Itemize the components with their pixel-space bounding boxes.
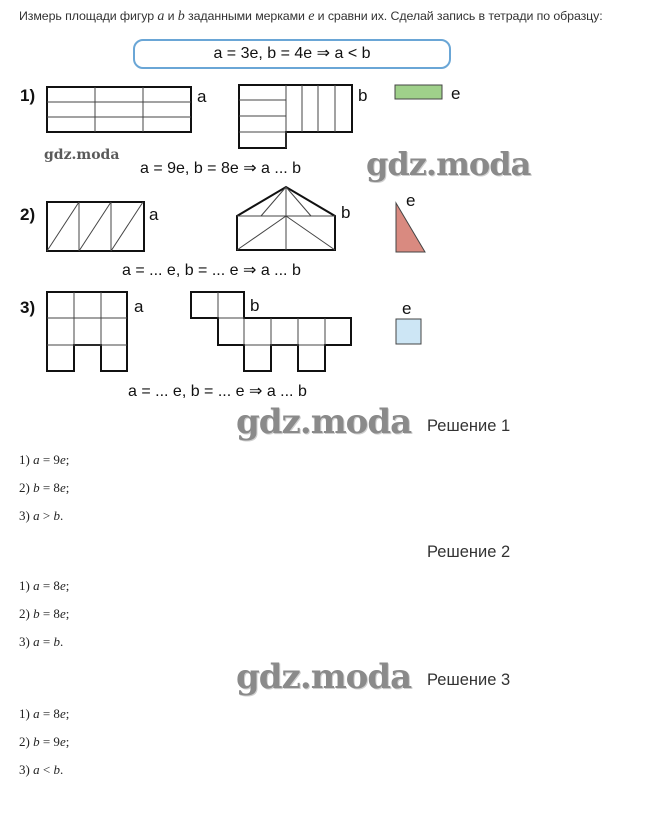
solution-3-line-2: 2) b = 9e; [19, 734, 70, 749]
solution-1-line-2: 2) b = 8e; [19, 480, 70, 495]
solution-1-title: Решение 1 [427, 417, 511, 435]
exercise-3-figure-a [46, 291, 130, 373]
exercise-1-measure-e [394, 84, 444, 100]
exercise-1-figure-b [238, 84, 354, 150]
exercise-2-figure-b [236, 186, 338, 252]
solution-1-line-3: 3) a > b. [19, 508, 64, 523]
watermark: gdz.moda [236, 402, 412, 442]
sample-formula: a = 3e, b = 4e ⇒ a < b [213, 45, 371, 62]
solution-2-title: Решение 2 [427, 543, 511, 561]
exercise-2-number: 2) [20, 205, 36, 224]
task-text: Измерь площади фигур a и b заданными мерками e и сравни их. Сделай запись в тетради по образцу: [19, 9, 603, 24]
watermark: gdz.moda [236, 657, 412, 697]
watermark-small: gdz.moda [44, 147, 120, 163]
solution-2-line-1: 1) a = 8e; [19, 578, 70, 593]
exercise-1-label-a: a [197, 87, 207, 106]
exercise-2-label-b: b [341, 203, 351, 222]
exercise-1-figure-a [46, 86, 192, 134]
exercise-3-figure-b [190, 291, 354, 373]
solution-3-line-1: 1) a = 8e; [19, 706, 70, 721]
exercise-3-label-a: a [134, 297, 144, 316]
solution-2-line-3: 3) a = b. [19, 634, 64, 649]
exercise-1-number: 1) [20, 86, 36, 105]
solution-1-line-1: 1) a = 9e; [19, 452, 70, 467]
solution-3-title: Решение 3 [427, 671, 511, 689]
sample-box [133, 39, 451, 69]
exercise-2-equation: a = ... e, b = ... e ⇒ a ... b [122, 262, 301, 279]
exercise-1-label-b: b [358, 86, 368, 105]
exercise-1-equation: a = 9e, b = 8e ⇒ a ... b [140, 160, 302, 177]
exercise-3-label-b: b [250, 296, 260, 315]
solution-3-line-3: 3) a < b. [19, 762, 64, 777]
exercise-2-figure-a [46, 201, 146, 253]
exercise-2-label-e: e [406, 191, 416, 210]
watermark: gdz.moda [366, 145, 531, 183]
exercise-3-measure-e [395, 318, 423, 346]
exercise-3-label-e: e [402, 299, 412, 318]
solution-2-line-2: 2) b = 8e; [19, 606, 70, 621]
exercise-3-equation: a = ... e, b = ... e ⇒ a ... b [128, 383, 307, 400]
exercise-1-label-e: e [451, 84, 461, 103]
exercise-2-label-a: a [149, 205, 159, 224]
exercise-3-number: 3) [20, 298, 36, 317]
